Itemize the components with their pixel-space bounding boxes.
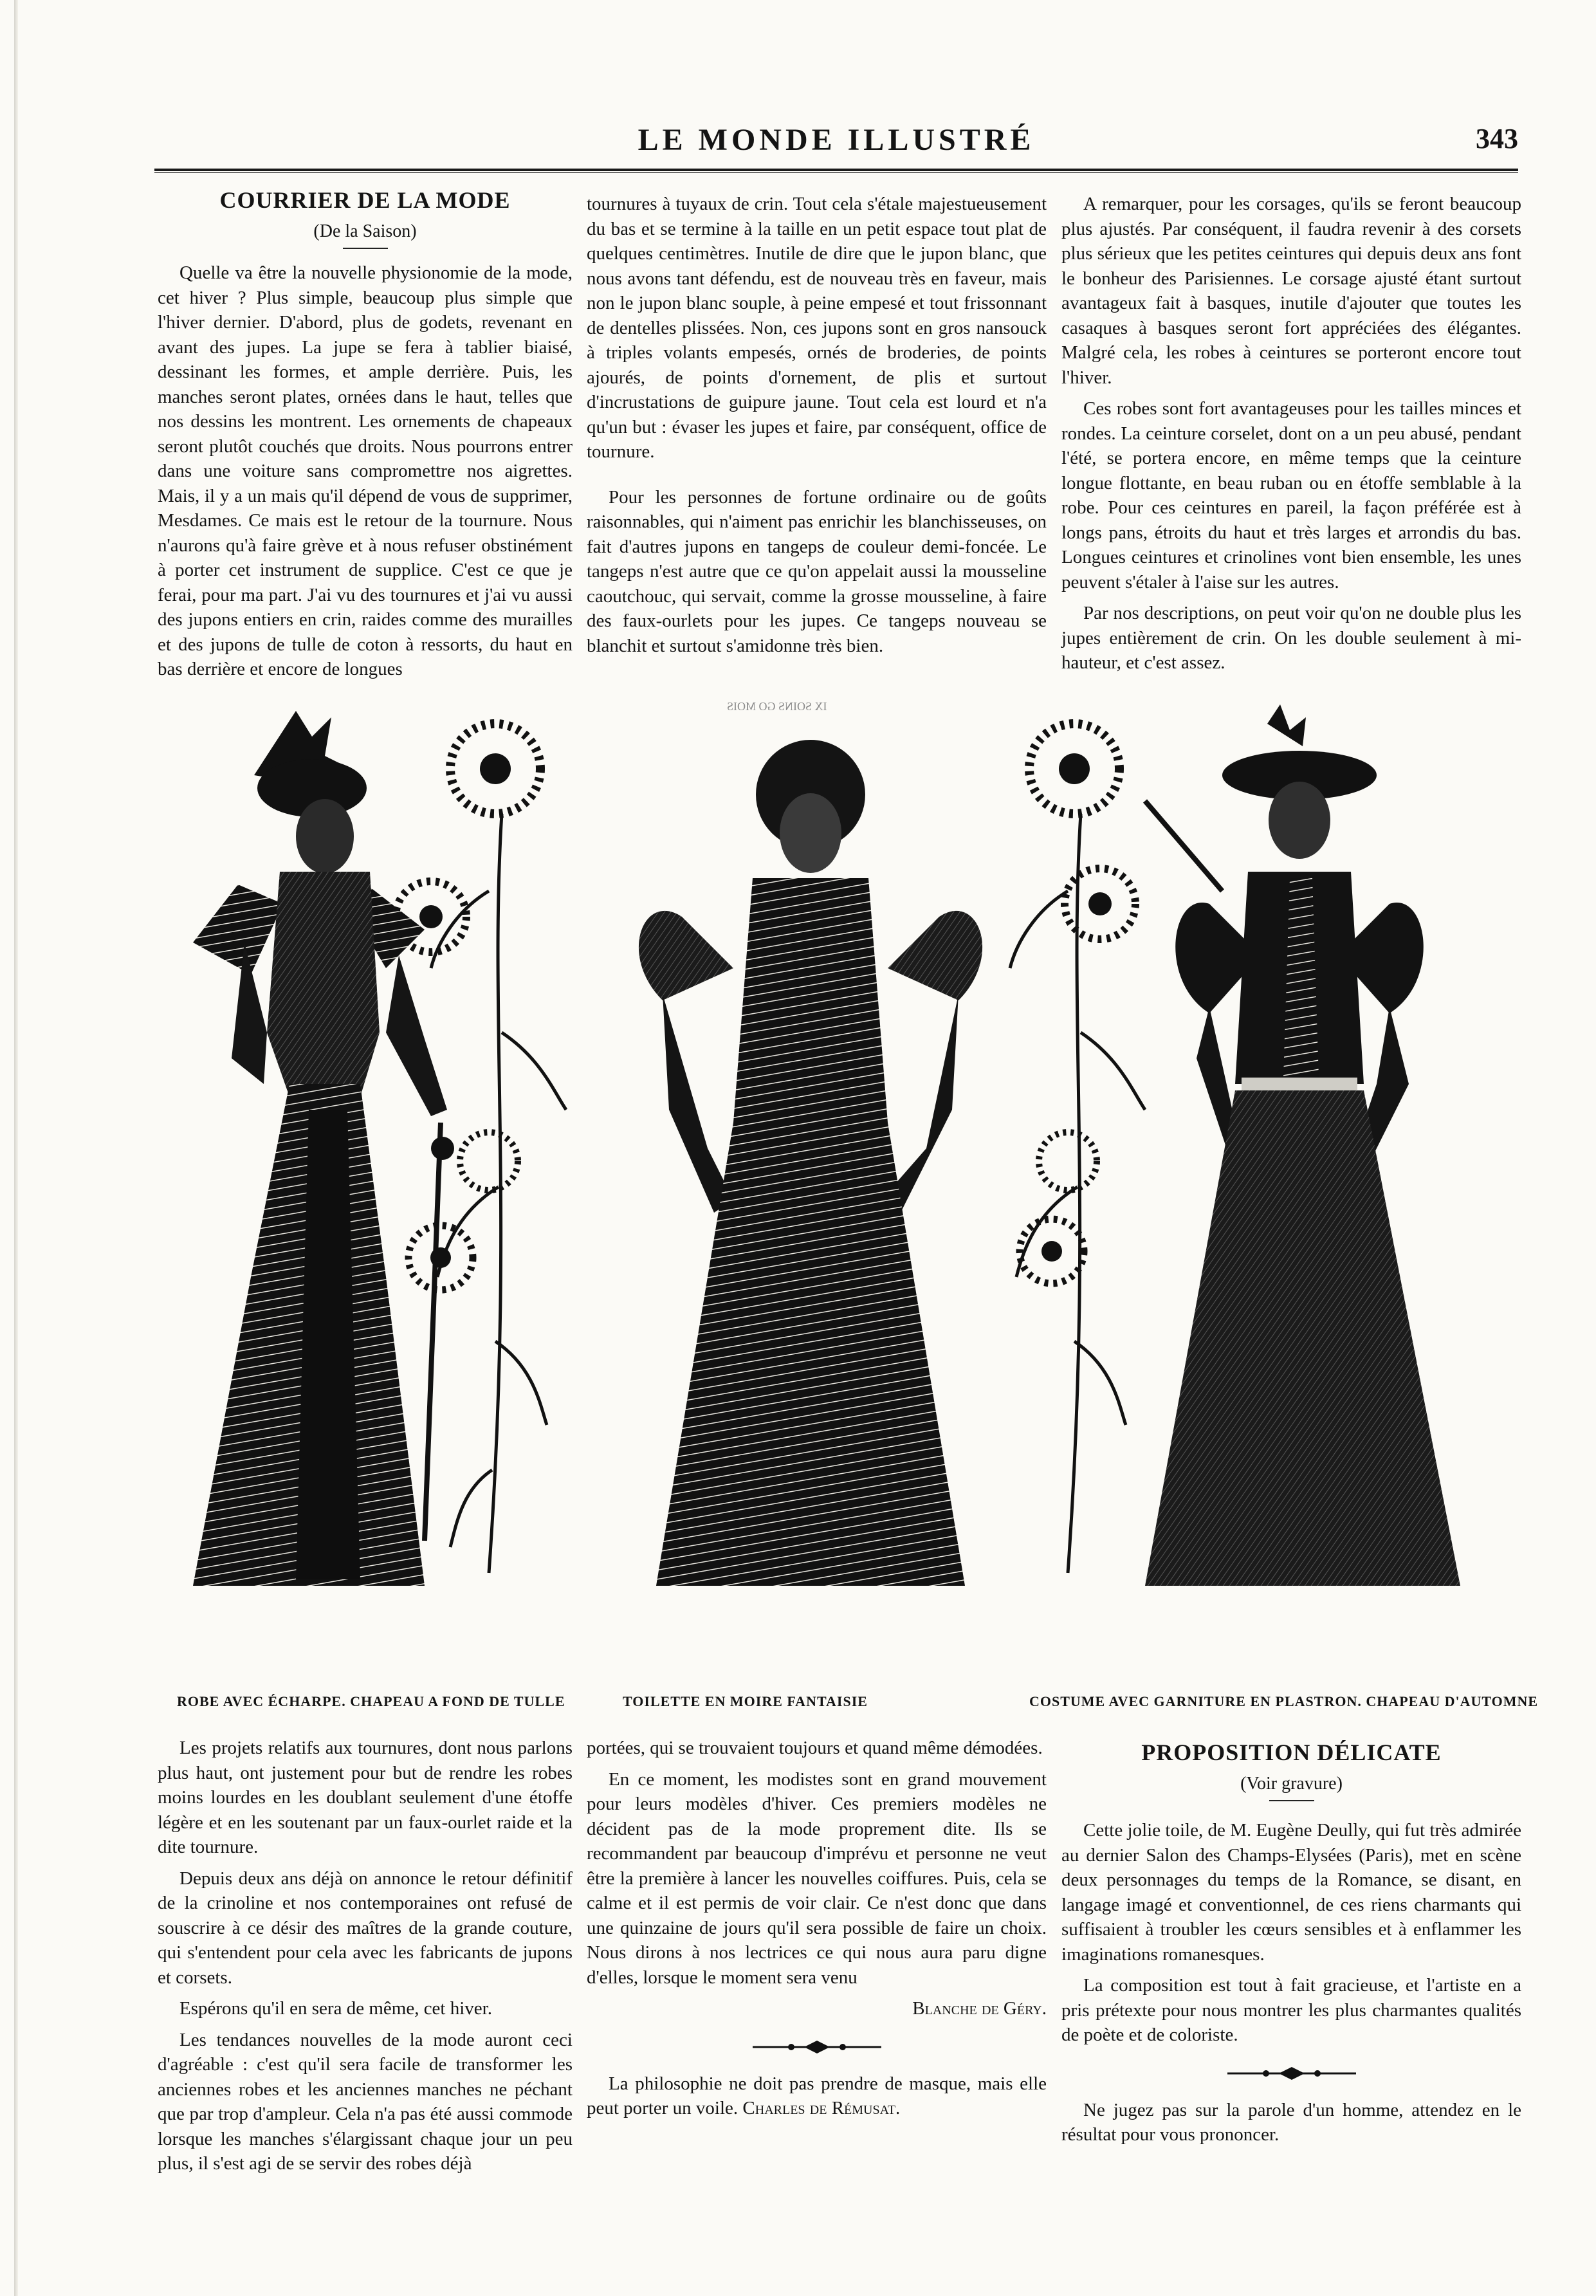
ornament-divider <box>1227 2066 1356 2081</box>
lower-paragraph: En ce moment, les modistes sont en grand mouvement pour leurs modèles d'hiver. Ces premiers modèles ne décident pas de la mode proprement dite. Ils se recommandent par beaucoup d'imprévu et personne ne veut être la première à lancer les nouvelles coiffures. Puis, cela se calme et il est permis de voir clair. Ce n'est donc que dans une quinzaine de jours qu'il sera possible de faire un choix. Nous dirons à nos lectrices ce qui nous aura paru digne d'elles, lorsque le moment sera venu <box>587 1768 1047 1988</box>
lower-paragraph: Cette jolie toile, de M. Eugène Deully, qui fut très admirée au dernier Salon des Champs-Elysées (Paris), met en scène deux personnages du temps de la Romance, se disant, en langage imagé et conventionnel, de ces riens charmants qui suffisaient à troubler les cœurs sensibles et à enflammer les imaginations romanesques. <box>1061 1820 1521 1965</box>
header-rule-thin <box>154 172 1518 173</box>
article-subtitle-2: (Voir gravure) <box>1240 1773 1343 1794</box>
title-divider <box>343 248 388 249</box>
article-paragraph: Par nos descriptions, on peut voir qu'on ne double plus les jupes entièrement de crin. On les double seulement à mi-hauteur, et c'est assez. <box>1061 603 1521 673</box>
article-column-1 <box>158 188 573 682</box>
fashion-plate-illustration <box>154 698 1518 1695</box>
article-title: COURRIER DE LA MODE <box>219 187 511 213</box>
lower-paragraph: Les projets relatifs aux tournures, dont nous parlons plus haut, ont justement pour but de rendre les robes moins lourdes en les doublant seulement d'une étoffe légère et en les soutenant par un faux-ourlet raide et la dite tournure. <box>158 1738 573 1857</box>
page-number: 343 <box>1476 123 1518 154</box>
title-divider <box>1269 1800 1314 1801</box>
lower-column-1 <box>158 1736 573 2176</box>
header-rule <box>154 169 1518 171</box>
article-title-2: PROPOSITION DÉLICATE <box>1141 1740 1442 1765</box>
quote-paragraph: Ne jugez pas sur la parole d'un homme, attendez en le résultat pour vous prononcer. <box>1061 2099 1521 2145</box>
fashion-engraving <box>154 698 1518 1695</box>
caption-center: TOILETTE EN MOIRE FANTAISIE <box>623 1693 868 1709</box>
caption-left: ROBE AVEC ÉCHARPE. CHAPEAU A FOND DE TULLE <box>177 1693 565 1709</box>
article-subtitle: (De la Saison) <box>313 221 417 241</box>
article-paragraph: Ces robes sont fort avantageuses pour les tailles minces et rondes. La ceinture corselet, dont on a un peu abusé, pendant l'été, se portera encore, en même temps que la ceinture longue flottante, en beau ruban ou en étoffe semblable à la robe. Pour ces ceintures en pareil, la façon préférée est à longs pans, étroits du haut et très larges et arrondis du bas. Longues ceintures et crinolines vont bien ensemble, les unes peuvent s'étaler à l'aise sur les autres. <box>1061 398 1521 592</box>
quote-author: Charles de Rémusat. <box>742 2098 901 2118</box>
lower-paragraph: La composition est tout à fait gracieuse, et l'artiste en a pris prétexte pour nous montrer les plus charmantes qualités de poète et de coloriste. <box>1061 1975 1521 2045</box>
figure-left <box>193 711 454 1586</box>
masthead: LE MONDE ILLUSTRÉ <box>637 123 1035 157</box>
figure-right <box>1145 704 1460 1586</box>
quote-paragraph <box>587 2071 1047 2121</box>
article-paragraph: Pour les personnes de fortune ordinaire ou de goûts raisonnables, qui n'aiment pas enrichir les blanchisseuses, on fait d'autres jupons en tangeps de couleur demi-foncée. Le tangeps n'est autre que ce qu'on appelait aussi la mousseline caoutchouc, qui servait, comme la grosse mousseline, à faire des faux-ourlets pour les jupes. Ce tangeps nouveau se blanchit et surtout s'amidonne très bien. <box>587 486 1047 656</box>
lower-column-2 <box>587 1736 1047 2121</box>
lower-paragraph: Espérons qu'il en sera de même, cet hiver. <box>179 1998 492 2019</box>
page-fold-shadow <box>14 0 18 2296</box>
show-through-text: IX SOINS GO MOIS <box>727 700 827 713</box>
caption-right: COSTUME AVEC GARNITURE EN PLASTRON. CHAPEAU D'AUTOMNE <box>1029 1693 1539 1709</box>
lower-paragraph: Les tendances nouvelles de la mode auront ceci d'agréable : c'est qu'il sera facile de transformer les anciennes robes et les anciennes manches ne péchant que par trop d'ampleur. Cela n'a pas été aussi commode lorsque les manches s'élargissant chaque jour un peu plus, il s'est agi de se servir des robes déjà <box>158 2029 573 2174</box>
lower-paragraph: portées, qui se trouvaient toujours et quand même démodées. <box>587 1738 1043 1758</box>
figure-center <box>639 740 982 1586</box>
lower-paragraph: Depuis deux ans déjà on annonce le retour définitif de la crinoline et nos contemporaines ont refusé de souscrire à ce désir des maîtres de la grande couture, qui s'entendent pour cela avec les fabricants de jupons et corsets. <box>158 1868 573 1988</box>
flower-stem-left <box>431 814 566 1573</box>
signature: Blanche de Géry. <box>912 1998 1047 2019</box>
quote-text: La philosophie ne doit pas prendre de masque, mais elle peut porter un voile. <box>587 2073 1047 2118</box>
page-header <box>154 122 1518 167</box>
ornament-divider <box>753 2039 881 2055</box>
article-column-2 <box>587 192 1047 658</box>
article-column-3 <box>1061 192 1521 675</box>
daisy-flowers-left <box>396 724 540 1290</box>
article-paragraph: Quelle va être la nouvelle physionomie de la mode, cet hiver ? Plus simple, beaucoup plus simple que l'hiver dernier. D'abord, plus de godets, revenant en avant des jupes. La jupe se fera à tablier biaisé, dessinant les formes, et ample derrière. Puis, les manches seront plates, ornées dans le haut, telles que nos dessins les montrent. Les ornements de chapeaux seront plutôt couchés que droits. Nous pourrons entrer dans une voiture sans compromettre nos aigrettes. Mais, il y a un mais qu'il dépend de vous de supprimer, Mesdames. Ce mais est le retour de la tournure. Nous n'aurons qu'à faire grève et à nous refuser obstinément à porter cet instrument de supplice. C'est ce que je ferai, pour ma part. J'ai vu des tournures et j'ai vu aussi des jupons entiers en crin, raides comme des murailles et des jupons de tulle de coton à ressorts, du haut en bas derrière et encore de longues <box>158 262 573 679</box>
article-paragraph: tournures à tuyaux de crin. Tout cela s'étale majestueusement du bas et se termine à la taille en un petit espace tout plat de quelques centimètres. Inutile de dire que le jupon blanc, que nous avons tant défendu, est de nouveau très en faveur, mais non le jupon blanc souple, à peine empesé et tout frissonnant de dentelles plissées. Non, ces jupons sont en gros nansouck à triples volants empesés, ornés de broderies, de points ajourés, de points d'ornement, de plis et surtout d'incrustations de guipure jaune. Tout cela est lourd et n'a qu'un but : évaser les jupes et faire, par conséquent, office de tournure. <box>587 194 1047 462</box>
lower-column-3 <box>1061 1740 1521 2147</box>
article-paragraph: A remarquer, pour les corsages, qu'ils se feront beaucoup plus ajustés. Par conséquent, il faudra revenir à des corsets plus sérieux que les petites ceintures qui depuis deux ans font le bonheur des Parisiennes. Le corsage ajusté étant surtout avantageux fait à basques, inutile d'ajouter que toutes les casaques à basques seront fort appréciées des élégantes. Malgré cela, les robes à ceintures se porteront encore tout l'hiver. <box>1061 194 1521 388</box>
